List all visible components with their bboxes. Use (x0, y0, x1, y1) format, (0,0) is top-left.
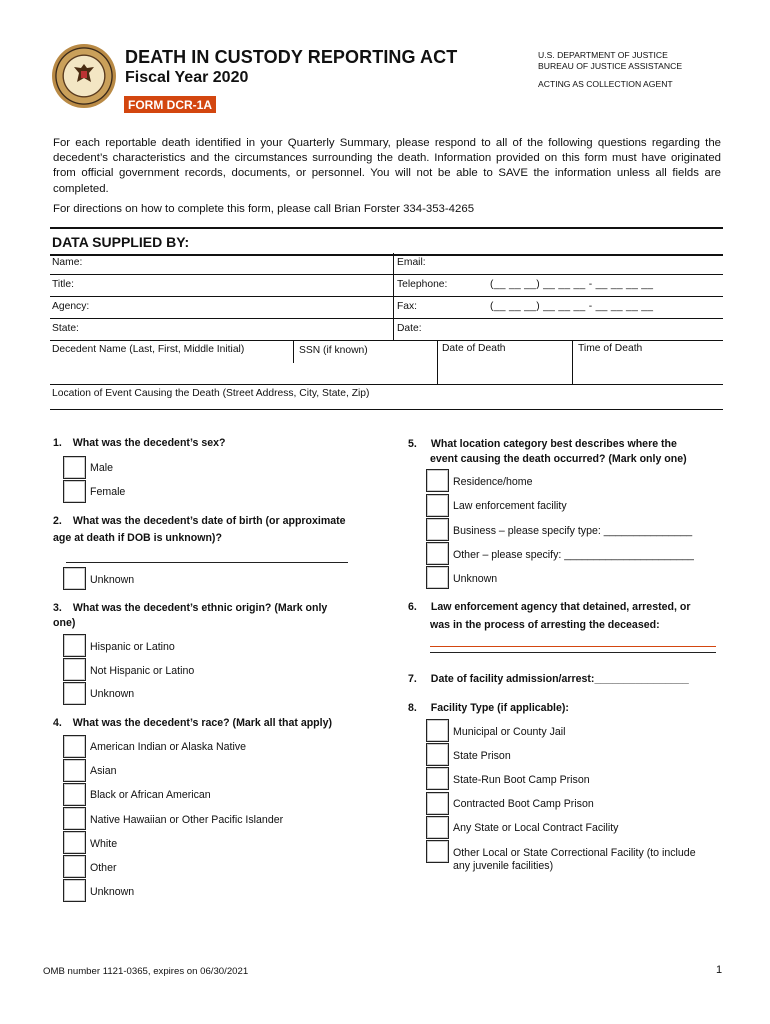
question-number: 6. (408, 601, 417, 613)
question-number: 1. (53, 437, 62, 449)
telephone-field[interactable]: Telephone: (397, 279, 448, 290)
checkbox-other-correctional[interactable] (426, 840, 449, 863)
agency-field[interactable]: Agency: (52, 301, 90, 312)
question-number: 3. (53, 602, 62, 614)
checkbox-contracted-boot-camp[interactable] (426, 792, 449, 815)
date-of-death-field[interactable]: Date of Death (442, 343, 506, 354)
question-text: What was the decedent’s ethnic origin? (Mark only (72, 602, 328, 614)
doj-seal-icon (52, 44, 116, 108)
section-title: DATA SUPPLIED BY: (52, 234, 190, 250)
column-divider (437, 341, 438, 384)
question-6 (408, 600, 728, 633)
question-number: 8. (408, 702, 417, 714)
checkbox-pacific-islander[interactable] (63, 807, 86, 830)
checkbox-race-unknown[interactable] (63, 879, 86, 902)
checkbox-female[interactable] (63, 480, 86, 503)
question-text: one) (53, 617, 76, 629)
option-label: Unknown (453, 573, 498, 585)
checkbox-ethnic-unknown[interactable] (63, 682, 86, 705)
option-label: Law enforcement facility (453, 500, 567, 512)
question-text: Law enforcement agency that detained, arrested, or (430, 601, 691, 613)
column-divider (393, 253, 394, 341)
question-8 (408, 701, 569, 716)
option-label: State Prison (453, 750, 511, 762)
directions-text: For directions on how to complete this form, please call Brian Forster 334-353-4265 (53, 203, 475, 215)
time-of-death-field[interactable]: Time of Death (578, 343, 643, 354)
option-label-line: any juvenile facilities) (453, 860, 554, 872)
question-number: 5. (408, 438, 417, 450)
decedent-name-field[interactable]: Decedent Name (Last, First, Middle Initial) (52, 344, 245, 355)
checkbox-not-hispanic[interactable] (63, 658, 86, 681)
question-text: What was the decedent’s race? (Mark all that apply) (72, 717, 333, 729)
decedent-row (50, 341, 723, 385)
name-field[interactable]: Name: (52, 257, 83, 268)
agency-line: BUREAU OF JUSTICE ASSISTANCE (538, 60, 683, 71)
question-4 (53, 716, 332, 731)
location-field[interactable]: Location of Event Causing the Death (Street Address, City, State, Zip) (52, 388, 370, 399)
row-state-date (50, 319, 723, 341)
option-label: Not Hispanic or Latino (90, 665, 195, 677)
option-label: White (90, 838, 118, 850)
checkbox-residence[interactable] (426, 469, 449, 492)
agency-line: U.S. DEPARTMENT OF JUSTICE (538, 50, 668, 60)
checkbox-dob-unknown[interactable] (63, 567, 86, 590)
option-label[interactable]: Other – please specify: ______________________ (453, 549, 694, 561)
agency-input-line[interactable] (430, 652, 716, 653)
checkbox-male[interactable] (63, 456, 86, 479)
option-label: Hispanic or Latino (90, 641, 175, 653)
checkbox-county-jail[interactable] (426, 719, 449, 742)
checkbox-other-location[interactable] (426, 542, 449, 565)
checkbox-state-prison[interactable] (426, 743, 449, 766)
form-tag: FORM DCR-1A (124, 96, 216, 113)
telephone-blank[interactable]: (__ __ __) __ __ __ - __ __ __ __ (490, 279, 654, 290)
question-text: Facility Type (if applicable): (430, 702, 569, 714)
question-number: 7. (408, 673, 417, 685)
question-text: event causing the death occurred? (Mark only one) (430, 453, 687, 465)
option-label: Contracted Boot Camp Prison (453, 798, 594, 810)
checkbox-american-indian[interactable] (63, 735, 86, 758)
state-field[interactable]: State: (52, 323, 79, 334)
checkbox-law-enforcement-facility[interactable] (426, 494, 449, 517)
column-divider (293, 341, 294, 363)
option-label: Asian (90, 765, 117, 777)
location-row (50, 385, 723, 410)
fiscal-year: Fiscal Year 2020 (125, 69, 249, 86)
email-field[interactable]: Email: (397, 257, 426, 268)
row-agency-fax (50, 297, 723, 319)
checkbox-state-boot-camp[interactable] (426, 767, 449, 790)
option-label: Unknown (90, 886, 135, 898)
data-supplied-heading (50, 227, 723, 256)
option-label: Unknown (90, 574, 135, 586)
title-field[interactable]: Title: (52, 279, 74, 290)
agency-input-line[interactable] (430, 646, 716, 647)
collection-agent-line: ACTING AS COLLECTION AGENT (538, 79, 673, 89)
question-text: age at death if DOB is unknown)? (53, 532, 222, 544)
option-label (453, 847, 723, 873)
page-number: 1 (716, 964, 723, 976)
option-label: Other (90, 862, 117, 874)
row-title-telephone (50, 275, 723, 297)
option-label: Male (90, 462, 113, 474)
fax-blank[interactable]: (__ __ __) __ __ __ - __ __ __ __ (490, 301, 654, 312)
question-2 (53, 514, 383, 546)
question-text: was in the process of arresting the deceased: (430, 619, 660, 631)
option-label: Native Hawaiian or Other Pacific Islander (90, 814, 284, 826)
checkbox-contract-facility[interactable] (426, 816, 449, 839)
option-label[interactable]: Business – please specify type: _______________ (453, 525, 693, 537)
option-label: Any State or Local Contract Facility (453, 822, 619, 834)
question-text: What location category best describes where the (430, 438, 677, 450)
date-field[interactable]: Date: (397, 323, 422, 334)
option-label: Female (90, 486, 126, 498)
agency-block (538, 50, 682, 71)
dob-input-line[interactable] (66, 562, 348, 563)
fax-field[interactable]: Fax: (397, 301, 418, 312)
option-label-line: Other Local or State Correctional Facility (to include (453, 847, 696, 859)
row-name-email (50, 253, 723, 275)
column-divider (572, 341, 573, 384)
form-title: DEATH IN CUSTODY REPORTING ACT (125, 47, 458, 67)
question-5 (408, 437, 728, 467)
checkbox-location-unknown[interactable] (426, 566, 449, 589)
question-number: 2. (53, 515, 62, 527)
option-label: State-Run Boot Camp Prison (453, 774, 590, 786)
question-number: 4. (53, 717, 62, 729)
admission-date-field[interactable]: Date of facility admission/arrest:________________ (430, 673, 689, 685)
checkbox-other-race[interactable] (63, 855, 86, 878)
option-label: Black or African American (90, 789, 211, 801)
checkbox-asian[interactable] (63, 759, 86, 782)
option-label: Municipal or County Jail (453, 726, 566, 738)
checkbox-business[interactable] (426, 518, 449, 541)
question-text: What was the decedent’s sex? (72, 437, 226, 449)
question-text: What was the decedent’s date of birth (or approximate (72, 515, 346, 527)
question-1 (53, 436, 225, 451)
checkbox-hispanic[interactable] (63, 634, 86, 657)
checkbox-white[interactable] (63, 831, 86, 854)
omb-number: OMB number 1121-0365, expires on 06/30/2021 (43, 966, 249, 977)
question-7 (408, 672, 689, 687)
checkbox-black[interactable] (63, 783, 86, 806)
question-3 (53, 601, 383, 631)
ssn-field[interactable]: SSN (if known) (299, 345, 368, 356)
option-label: Residence/home (453, 476, 533, 488)
option-label: American Indian or Alaska Native (90, 741, 247, 753)
option-label: Unknown (90, 688, 135, 700)
intro-paragraph: For each reportable death identified in your Quarterly Summary, please respond to all of the following questions regarding the decedent’s characteristics and the circumstances surrounding the death. Information provided on this form must have originated from official government records, documents, or personnel. You will not be able to SAVE the information unless all fields are completed. (53, 137, 721, 195)
